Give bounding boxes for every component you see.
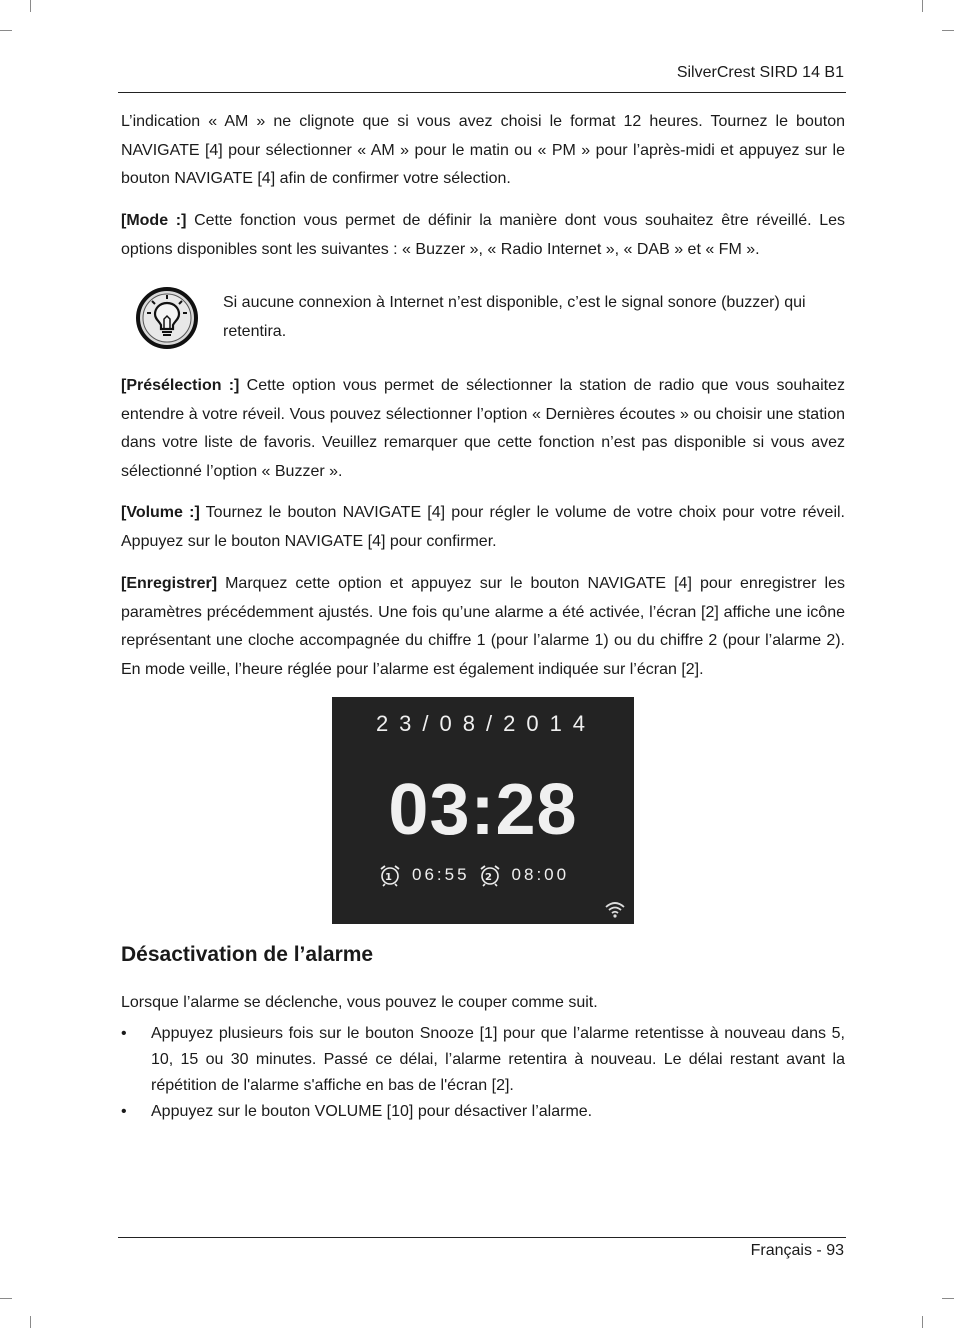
preselection-paragraph: [121, 372, 845, 486]
svg-text:1: 1: [385, 872, 395, 883]
save-label: [Enregistrer]: [121, 575, 218, 592]
intro-paragraph: L’indication « AM » ne clignote que si vous avez choisi le format 12 heures. Tournez le bouton NAVIGATE [4] pour sélectionner « AM » pour le matin ou « PM » pour l’après-midi et appuyez sur le bouton NAVIGATE [4] afin de confirmer votre sélection.: [121, 113, 845, 187]
alarm-clock-1-icon: [378, 863, 402, 887]
volume-text: Tournez le bouton NAVIGATE [4] pour régler le volume de votre choix pour votre réveil. Appuyez sur le bouton NAVIGATE [4] pour confirmer.: [121, 504, 845, 550]
alarm-2-time: 08:00: [511, 865, 570, 884]
alarm-clock-2-icon: [478, 863, 502, 887]
screen-clock: 03:28: [388, 770, 578, 850]
alarm-1-time: 06:55: [412, 865, 470, 884]
preselection-label: [Présélection :]: [121, 377, 240, 394]
mode-text: Cette fonction vous permet de définir la manière dont vous souhaitez être réveillé. Les options disponibles sont les suivantes : « Buzzer », « Radio Internet », « DAB » et « FM ».: [121, 212, 846, 258]
screen-date: 23/08/2014: [375, 711, 597, 736]
header-product-name: SilverCrest SIRD 14 B1: [676, 64, 844, 81]
footer-language: Français: [750, 1242, 812, 1259]
crop-mark: [942, 30, 954, 31]
crop-mark: [922, 0, 923, 12]
crop-mark: [0, 1298, 12, 1299]
bullet-list: [121, 1021, 845, 1125]
lightbulb-icon: [135, 286, 199, 350]
footer-page-info: [751, 1242, 844, 1260]
svg-text:2: 2: [484, 872, 495, 883]
crop-mark: [30, 0, 31, 12]
crop-mark: [942, 1298, 954, 1299]
section-lead: Lorsque l’alarme se déclenche, vous pouvez le couper comme suit.: [121, 994, 598, 1011]
volume-paragraph: [121, 499, 845, 556]
mode-label: [Mode :]: [121, 212, 187, 229]
header-rule: [118, 92, 846, 93]
volume-label: [Volume :]: [121, 504, 200, 521]
crop-mark: [0, 30, 12, 31]
section-title: Désactivation de l’alarme: [121, 943, 374, 966]
footer-rule: [118, 1237, 846, 1238]
page-number: 93: [826, 1242, 844, 1259]
device-screen: [332, 697, 634, 924]
save-paragraph: [121, 570, 845, 684]
tip-text: Si aucune connexion à Internet n’est disponible, c’est le signal sonore (buzzer) qui retentira.: [223, 294, 806, 340]
preselection-text: Cette option vous permet de sélectionner la station de radio que vous souhaitez entendre à votre réveil. Vous pouvez sélectionner l’option « Dernières écoutes » ou choisir une station dans votre liste de favoris. Veuillez remarquer que cette fonction n’est pas disponible si vous avez sélectionné l’option « Buzzer ».: [121, 377, 845, 480]
mode-paragraph: [121, 207, 845, 264]
list-item: • Appuyez plusieurs fois sur le bouton Snooze [1] pour que l’alarme retentisse à nouveau dans 5, 10, 15 ou 30 minutes. Passé ce délai, l’alarme retentira à nouveau. Le délai restant avant la répétition de l'alarme s'affiche en bas de l'écran [2].: [121, 1021, 845, 1099]
list-item: • Appuyez sur le bouton VOLUME [10] pour désactiver l’alarme.: [121, 1099, 845, 1125]
footer-separator: -: [811, 1242, 827, 1259]
screen-alarms: [378, 863, 577, 887]
save-text: Marquez cette option et appuyez sur le bouton NAVIGATE [4] pour enregistrer les paramètres précédemment ajustés. Une fois qu’une alarme a été activée, l’écran [2] affiche une icône représentant une cloche accompagnée du chiffre 1 (pour l’alarme 1) ou du chiffre 2 (pour l’alarme 2). En mode veille, l’heure réglée pour l’alarme est également indiquée sur l’écran [2].: [121, 575, 845, 678]
crop-mark: [922, 1316, 923, 1328]
crop-mark: [30, 1316, 31, 1328]
wifi-icon: [604, 900, 626, 918]
